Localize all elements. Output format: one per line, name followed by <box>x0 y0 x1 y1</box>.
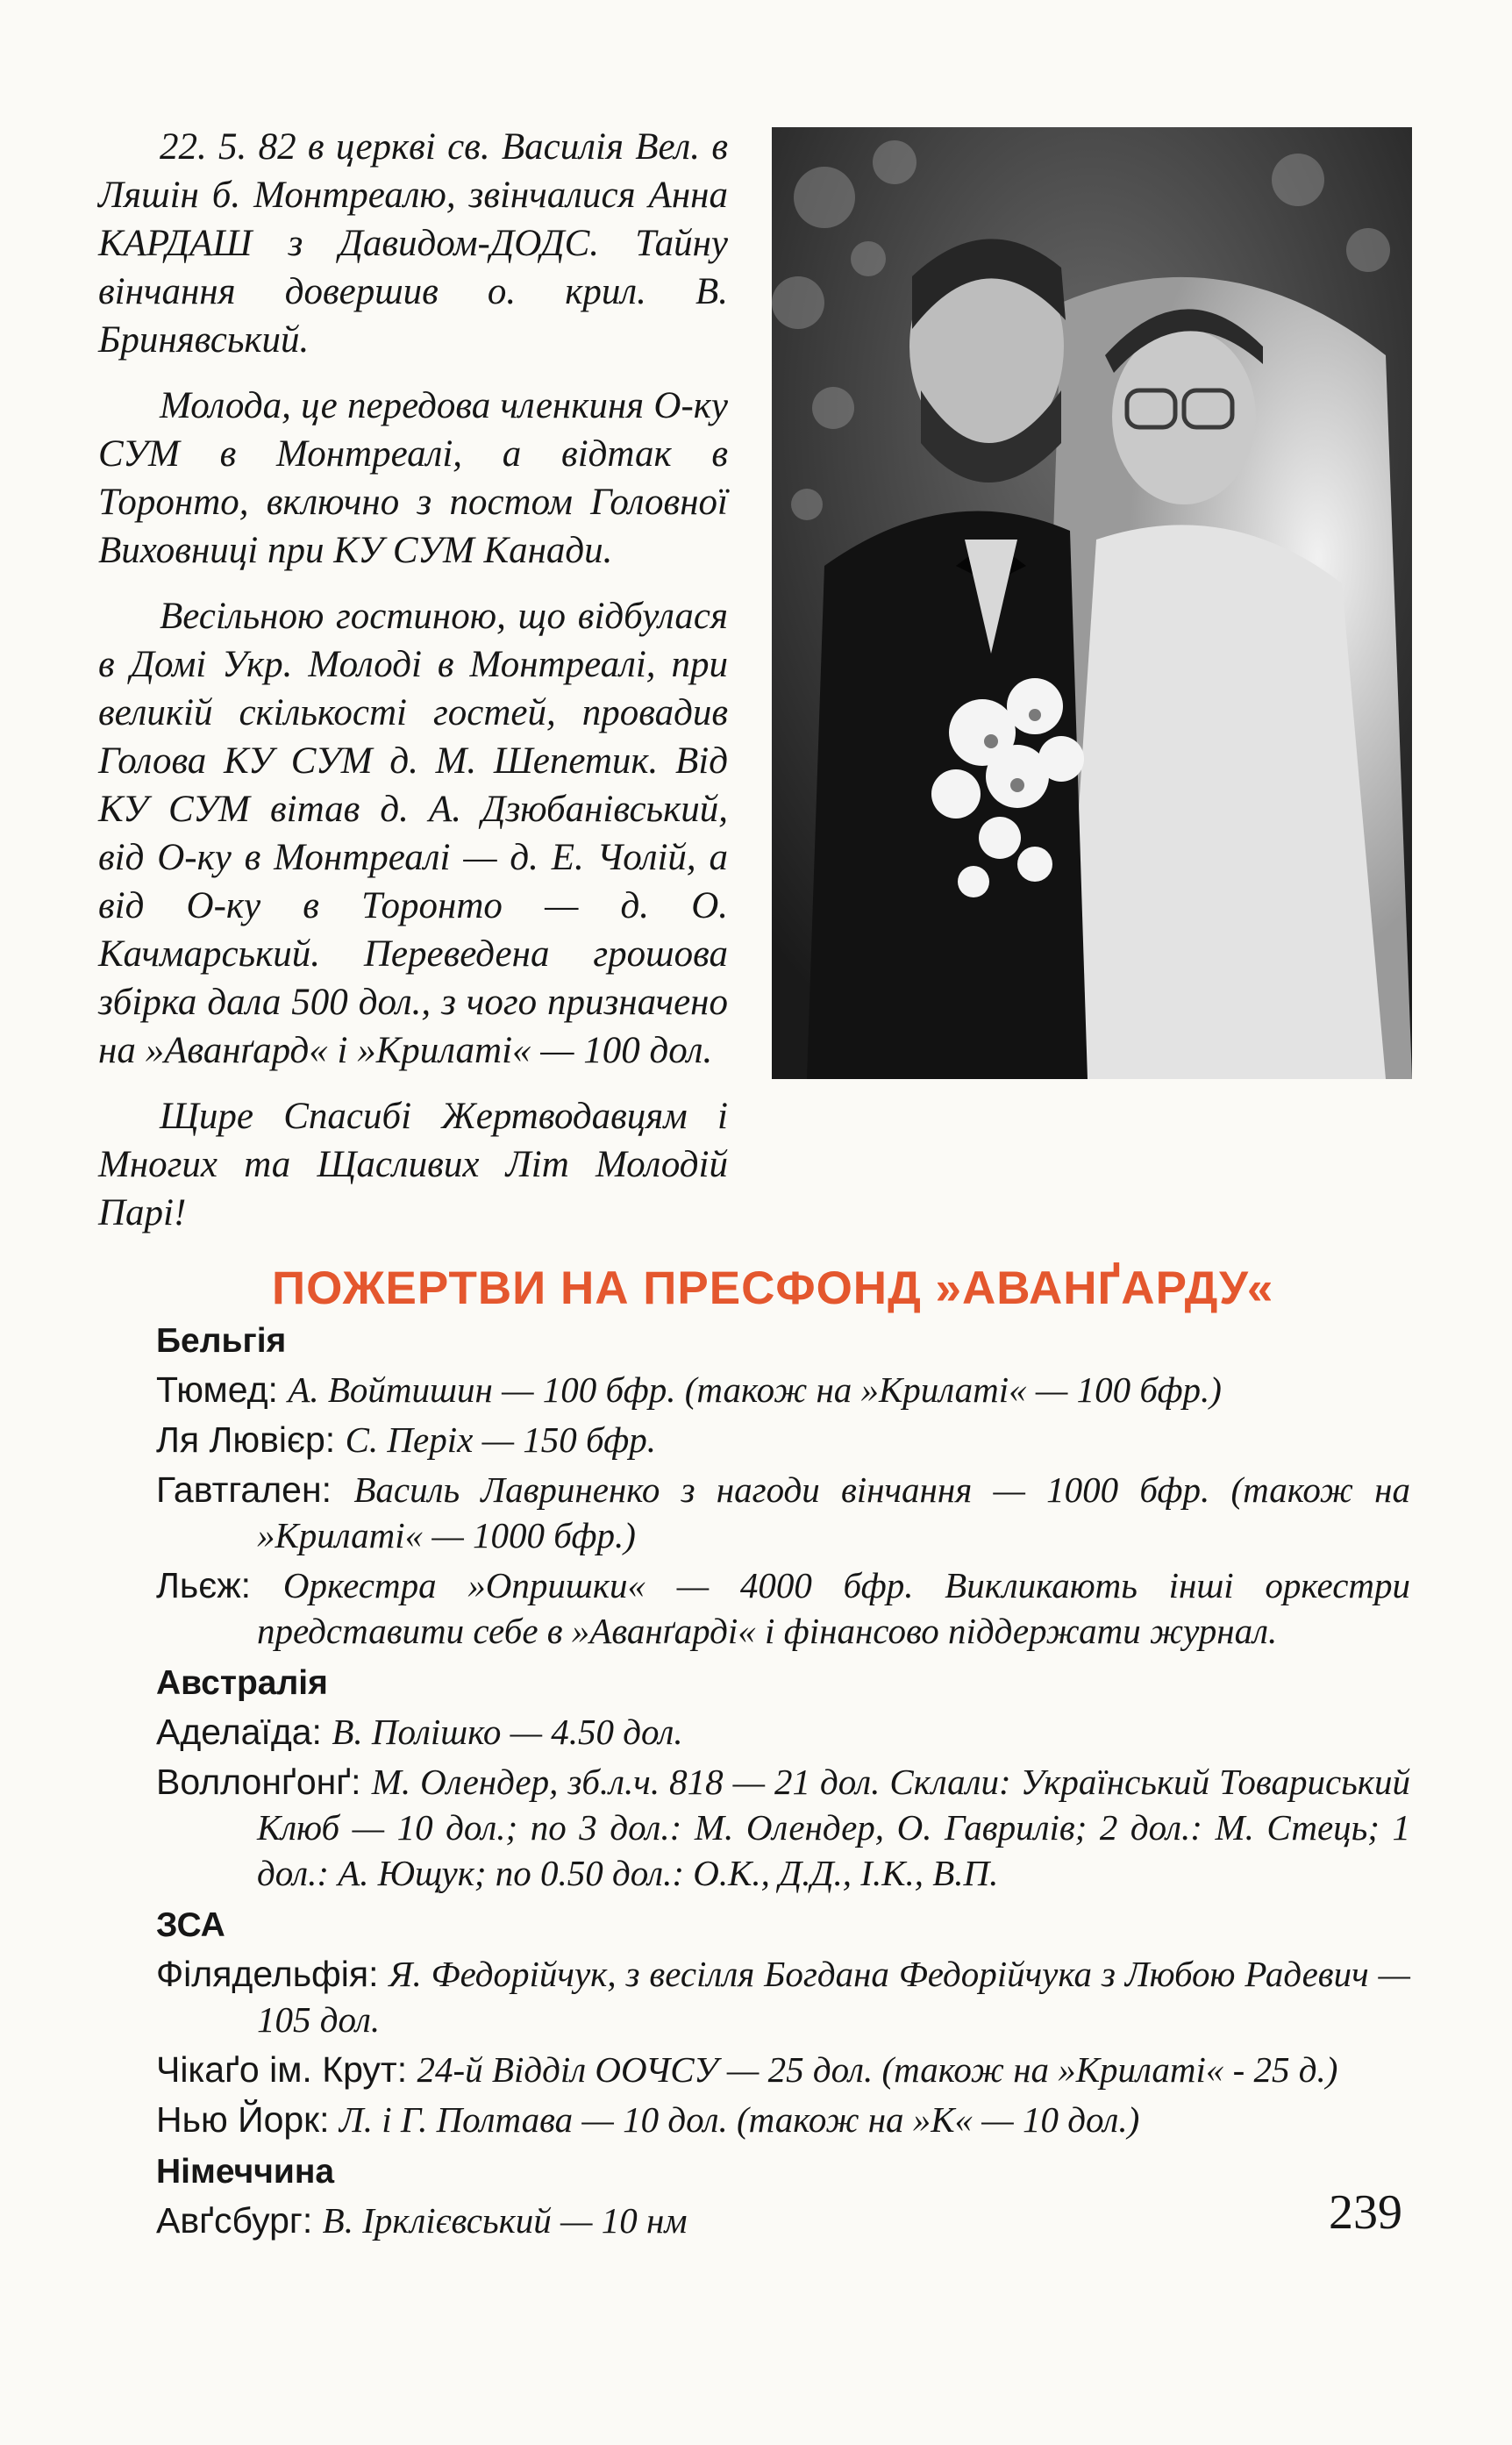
entry-place: Тюмед: <box>156 1369 278 1410</box>
entry-place: Аделаїда: <box>156 1712 322 1752</box>
entry-text: Оркестра »Опришки« — 4000 бфр. Викликають інші оркестри представити себе в »Аванґарді« і фінансово піддержати журнал. <box>257 1565 1410 1651</box>
entry-place: Філядельфія: <box>156 1954 379 1994</box>
article-paragraph: 22. 5. 82 в церкві св. Василія Вел. в Ляшін б. Монтреалю, звінчалися Анна КАРДАШ з Давидом-ДОДС. Тайну вінчання довершив о. крил. В. Бринявський. <box>98 126 728 361</box>
country-heading: ЗСА <box>156 1906 225 1944</box>
donations-list <box>156 1316 1410 2248</box>
entry-place: Гавтгален: <box>156 1469 332 1510</box>
donation-entry <box>156 2047 1410 2092</box>
entry-text: Я. Федорійчук, з весілля Богдана Федорійчука з Любою Радевич — 105 дол. <box>257 1954 1410 2040</box>
entry-text: С. Періх — 150 бфр. <box>345 1419 656 1460</box>
entry-place: Авґсбург: <box>156 2200 313 2241</box>
donation-entry <box>156 1417 1410 1462</box>
donation-entry <box>156 1709 1410 1755</box>
entry-text: М. Олендер, зб.л.ч. 818 — 21 дол. Склали: Український Товариський Клюб — 10 дол.; по 3 дол.: М. Олендер, О. Гаврилів; 2 дол.: М. Стець; 1 дол.: А. Ющук; по 0.50 дол.: О.К., Д.Д., І.К., В.П. <box>257 1762 1410 1893</box>
donation-entry <box>156 1759 1410 1896</box>
entry-place: Льєж: <box>156 1565 252 1605</box>
donation-entry <box>156 1467 1410 1558</box>
wedding-photo <box>772 127 1412 1079</box>
wedding-photo-icon <box>772 127 1412 1079</box>
entry-text: 24-й Відділ ООЧСУ — 25 дол. (також на »Крилаті« - 25 д.) <box>417 2049 1338 2090</box>
donation-entry <box>156 1562 1410 1654</box>
entry-text: В. Полішко — 4.50 дол. <box>332 1712 683 1752</box>
entry-place: Воллонґонґ: <box>156 1762 361 1802</box>
country-heading: Бельгія <box>156 1322 287 1360</box>
section-heading: ПОЖЕРТВИ НА ПРЕСФОНД »АВАНҐАРДУ« <box>272 1262 1274 1314</box>
entry-text: Василь Лавриненко з нагоди вінчання — 1000 бфр. (також на »Крилаті« — 1000 бфр.) <box>257 1469 1410 1555</box>
page-number: 239 <box>1329 2185 1402 2240</box>
donation-entry <box>156 2198 1410 2243</box>
donation-entry <box>156 1951 1410 2042</box>
entry-text: В. Ірклієвський — 10 нм <box>322 2200 688 2241</box>
article-paragraph: Молода, це передова членкиня О-ку СУМ в Монтреалі, а відтак в Торонто, включно з постом Головної Виховниці при КУ СУМ Канади. <box>98 385 728 571</box>
entry-text: А. Войтишин — 100 бфр. (також на »Крилаті« — 100 бфр.) <box>288 1369 1222 1410</box>
country-heading: Німеччина <box>156 2153 335 2191</box>
entry-text: Л. і Г. Полтава — 10 дол. (також на »К« — 10 дол.) <box>339 2099 1140 2140</box>
entry-place: Нью Йорк: <box>156 2099 330 2140</box>
article-paragraph: Весільною гостиною, що відбулася в Домі Укр. Молоді в Монтреалі, при великій скількості гостей, провадив Голова КУ СУМ д. М. Шепетик. Від КУ СУМ вітав д. А. Дзюбанівський, від О-ку в Монтреалі — д. Е. Чолій, а від О-ку в Торонто — д. О. Качмарський. Переведена грошова збірка дала 500 дол., з чого призначено на »Аванґард« і »Крилаті« — 100 дол. <box>98 596 728 1071</box>
donation-entry <box>156 2097 1410 2142</box>
country-heading: Австралія <box>156 1664 328 1702</box>
article-paragraph: Щире Спасибі Жертводавцям і Многих та Щасливих Літ Молодій Парі! <box>98 1096 728 1233</box>
entry-place: Ля Лювієр: <box>156 1419 336 1460</box>
entry-place: Чікаґо ім. Крут: <box>156 2049 408 2090</box>
article-text <box>98 123 728 1255</box>
donation-entry <box>156 1367 1410 1412</box>
